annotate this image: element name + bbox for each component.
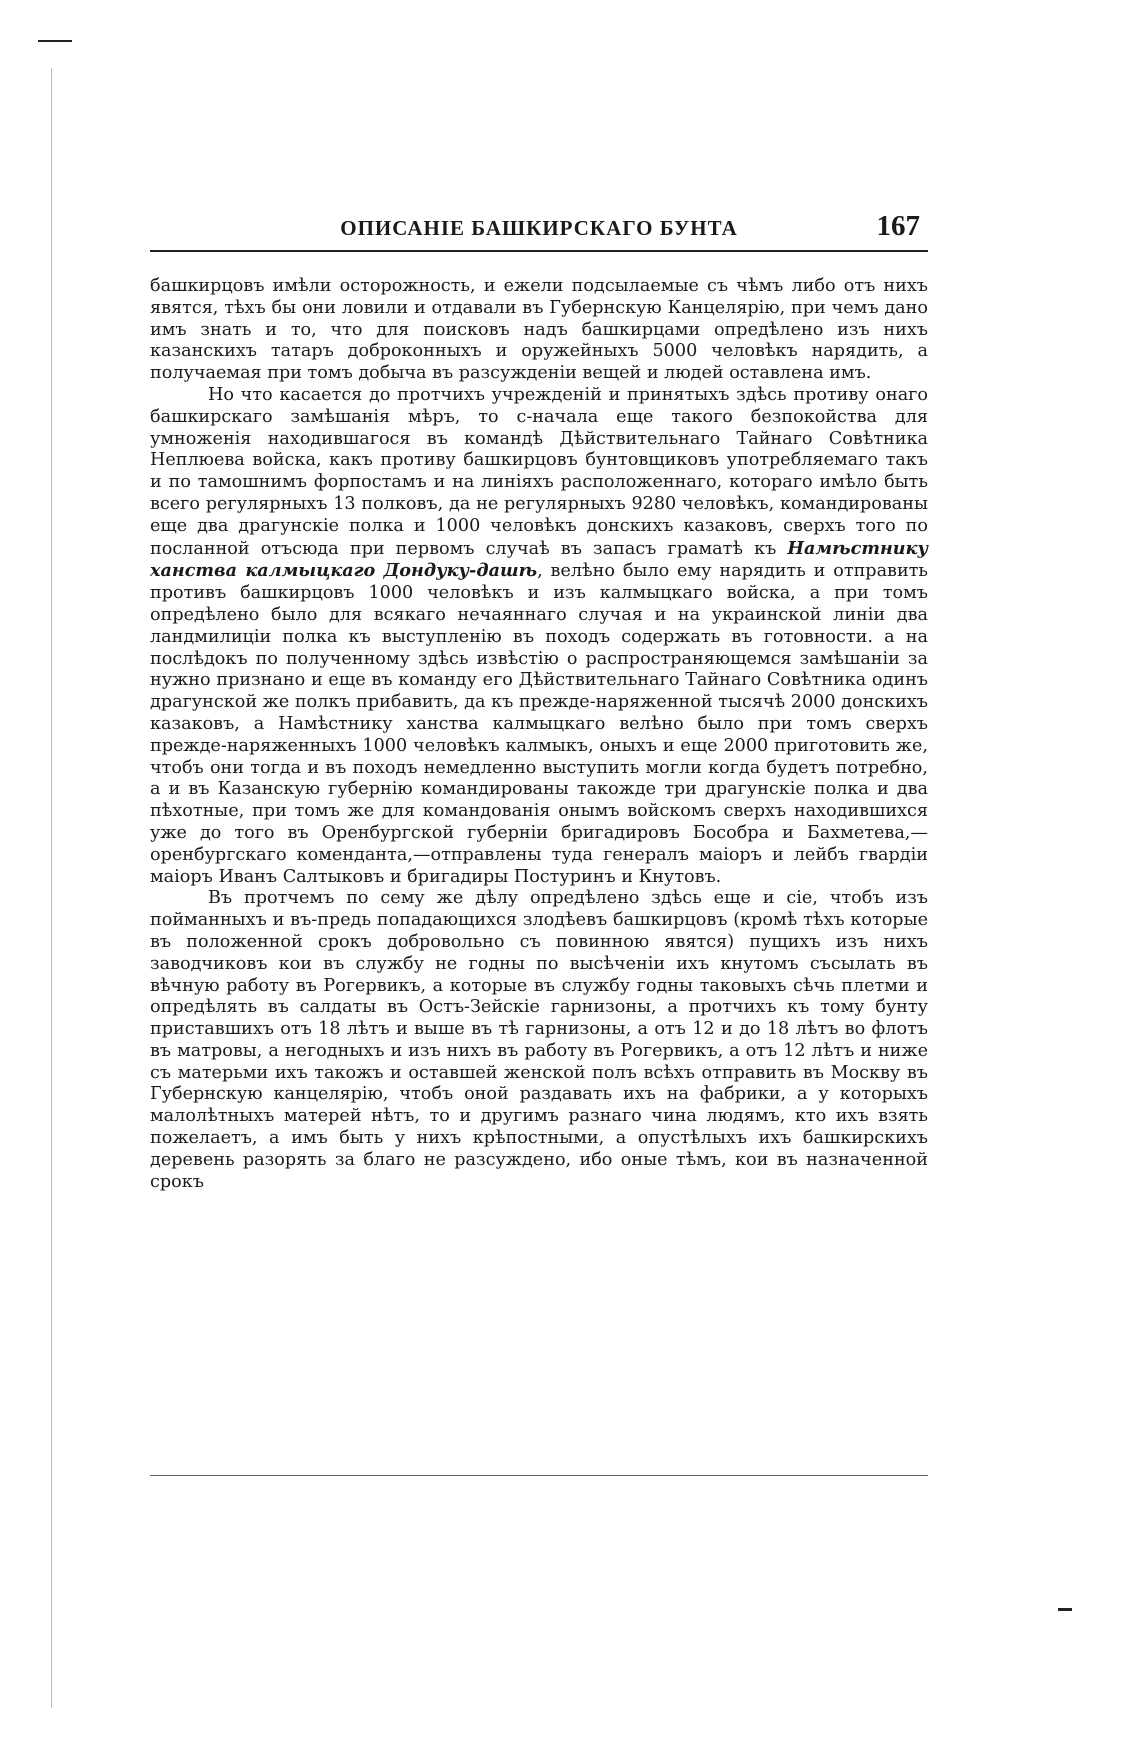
page-number: 167 bbox=[876, 210, 920, 242]
page-header bbox=[150, 210, 928, 254]
paragraph-2 bbox=[150, 385, 928, 888]
scan-edge-mark bbox=[38, 40, 72, 42]
paragraph-2-after: , велѣно было ему нарядить и отправить противъ башкирцовъ 1000 человѣкъ и изъ калмыцкаго войска, а при томъ опредѣлено было для всякаго нечаяннаго случая и на украинской линіи два ландмилиціи полка къ выступленію въ походъ содержать въ готовности. а на послѣдокъ по полученному здѣсь извѣстію о распространяющемся замѣшаніи за нужно признано и еще въ команду его Дѣйствительнаго Тайнаго Совѣтника одинъ драгунской же полкъ прибавить, да къ прежде-наряженной тысячѣ 2000 донскихъ казаковъ, а Намѣстнику ханства калмыцкаго велѣно было при томъ сверхъ прежде-наряженныхъ 1000 человѣкъ калмыкъ, оныхъ и еще 2000 приготовить же, чтобъ они тогда и въ походъ немедленно выступить могли когда будетъ потребно, а и въ Казанскую губернію командированы такожде три драгунскіе полка и два пѣхотные, при томъ же для командованія онымъ войскомъ сверхъ находившихся уже до того въ Оренбургской губерніи бригадировъ Бособра и Бахметева,—оренбургскаго коменданта,—отправлены туда генералъ маіоръ и лейбъ гвардіи маіоръ Иванъ Салтыковъ и бригадиры Постуринъ и Кнутовъ. bbox=[150, 561, 929, 887]
paragraph-2-italic-title: Намѣстнику ханства калмыцкаго Дондуку-дашѣ bbox=[150, 537, 928, 582]
running-title: ОПИСАНІЕ БАШКИРСКАГО БУНТА bbox=[340, 216, 738, 240]
scan-margin-line bbox=[51, 68, 52, 1708]
paragraph-2-before: Но что касается до протчихъ учрежденій и принятыхъ здѣсь противу онаго башкирскаго замѣшанія мѣръ, то с-начала еще такого безпокойства для умноженія находившагося въ командѣ Дѣйствительнаго Тайнаго Совѣтника Неплюева войска, какъ противу башкирцовъ бунтовщиковъ употребляемаго такъ и по тамошнимъ форпостамъ и на линіяхъ расположеннаго, котораго имѣло быть всего регулярныхъ 13 полковъ, да не регулярныхъ 9280 человѣкъ, командированы еще два драгунскіе полка и 1000 человѣкъ донскихъ казаковъ, сверхъ того по посланной отъсюда при первомъ случаѣ въ запасъ граматѣ къ bbox=[150, 384, 928, 559]
paragraph-1: башкирцовъ имѣли осторожность, и ежели подсылаемые съ чѣмъ либо отъ нихъ явятся, тѣхъ бы они ловили и отдавали въ Губернскую Канцелярію, при чемъ дано имъ знать и то, что для поисковъ надъ башкирцами опредѣлено изъ нихъ казанскихъ татаръ доброконныхъ и оружейныхъ 5000 человѣкъ нарядить, а получаемая при томъ добыча въ разсужденіи вещей и людей оставлена имъ. bbox=[150, 276, 928, 384]
book-page bbox=[150, 210, 928, 1193]
footer-rule bbox=[150, 1475, 928, 1476]
scan-edge-mark bbox=[1058, 1608, 1072, 1611]
page-body bbox=[150, 276, 928, 1193]
paragraph-3: Въ протчемъ по сему же дѣлу опредѣлено здѣсь еще и сіе, чтобъ изъ пойманныхъ и въ-предь попадающихся злодѣевъ башкирцовъ (кромѣ тѣхъ которые въ положенной срокъ добровольно съ повинною явятся) пущихъ изъ нихъ заводчиковъ кои въ службу не годны по высѣченіи ихъ кнутомъ съсылать въ вѣчную работу въ Рогервикъ, а которые въ службу годны таковыхъ сѣчь плетми и опредѣлять въ салдаты въ Остъ-Зейскіе гарнизоны, а протчихъ къ тому бунту приставшихъ отъ 18 лѣтъ и выше въ тѣ гарнизоны, а отъ 12 и до 18 лѣтъ во флотъ въ матровы, а негодныхъ и изъ нихъ въ работу въ Рогервикъ, а отъ 12 лѣтъ и ниже съ матерьми ихъ такожъ и оставшей женской полъ всѣхъ отправить въ Москву въ Губернскую канцелярію, чтобъ оной раздавать ихъ на фабрики, а у которыхъ малолѣтныхъ матерей нѣтъ, то и другимъ разнаго чина людямъ, кто ихъ взять пожелаетъ, а имъ быть у нихъ крѣпостными, а опустѣлыхъ ихъ башкирскихъ деревень разорять за благо не разсуждено, ибо оные тѣмъ, кои въ назначенной срокъ bbox=[150, 888, 928, 1192]
header-rule bbox=[150, 250, 928, 252]
